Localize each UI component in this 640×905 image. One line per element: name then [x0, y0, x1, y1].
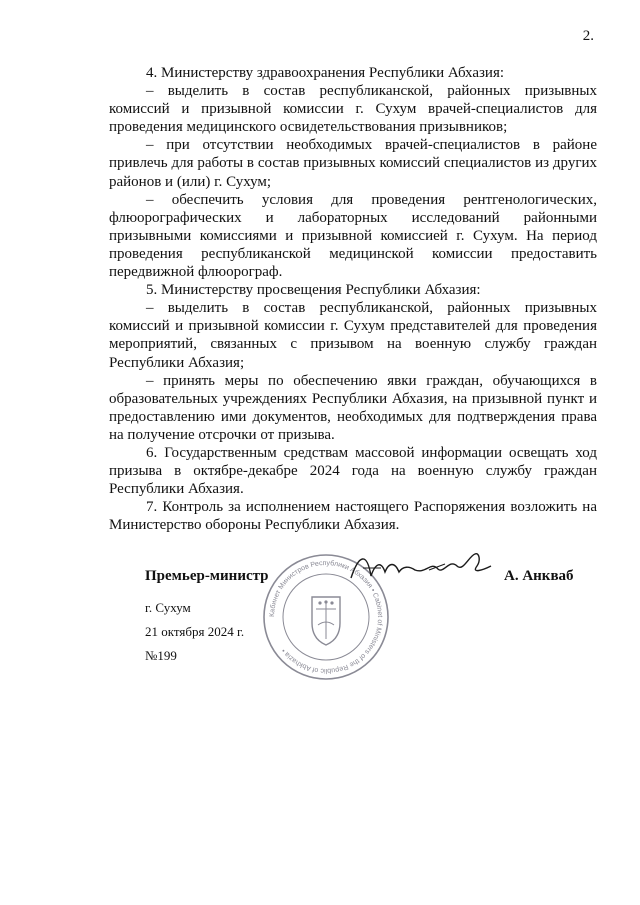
coat-of-arms-detail: [316, 601, 336, 639]
document-date: 21 октября 2024 г.: [145, 624, 245, 639]
paragraph: – выделить в состав республиканской, районных призывных комиссий и призывной комиссии г. Сухум представителей для проведения мероприятий, связанных с призывом на военную службу граждан Республики Абхазия;: [109, 300, 597, 371]
paragraph: – обеспечить условия для проведения рентгенологических, флюорографических и лабораторных исследований районными призывными комиссиями и призывной комиссией г. Сухум. На период проведения республиканской медицинской комиссии предоставить передвижной флюорограф.: [109, 191, 597, 281]
document-body: [109, 64, 597, 534]
seal-text-path: Кабинет Министров Республики Абхазия • Cabinet of Ministers of the Republic of Abkhazia •: [268, 559, 384, 675]
document-place: г. Сухум: [145, 600, 191, 615]
signatory-name: А. Анкваб: [504, 568, 574, 584]
page-number: 2.: [582, 28, 594, 44]
paragraph: – принять меры по обеспечению явки граждан, обучающихся в образовательных учреждениях Республики Абхазия, на призывной пункт и предоставлению ими документов, необходимых для подтверждения права на получение отсрочки от призыва.: [109, 372, 597, 443]
paragraph: – выделить в состав республиканской, районных призывных комиссий и призывной комиссии г. Сухум врачей-специалистов для проведения медицинского освидетельствования призывников;: [109, 83, 597, 136]
paragraph: 6. Государственным средствам массовой информации освещать ход призыва в октябре-декабре 2024 года на военную службу граждан Республики Абхазия.: [109, 444, 597, 498]
document-number: №199: [145, 648, 177, 663]
paragraph: 7. Контроль за исполнением настоящего Распоряжения возложить на Министерство обороны Республики Абхазия.: [109, 499, 597, 534]
handwritten-signature: [345, 548, 495, 588]
paragraph: – при отсутствии необходимых врачей-специалистов в районе привлечь для работы в состав призывных комиссий специалистов из других районов и (или) г. Сухум;: [109, 137, 597, 190]
signatory-title: Премьер-министр: [145, 568, 269, 584]
paragraph: 5. Министерству просвещения Республики Абхазия:: [146, 282, 481, 299]
paragraph: 4. Министерству здравоохранения Республики Абхазия:: [146, 65, 505, 81]
